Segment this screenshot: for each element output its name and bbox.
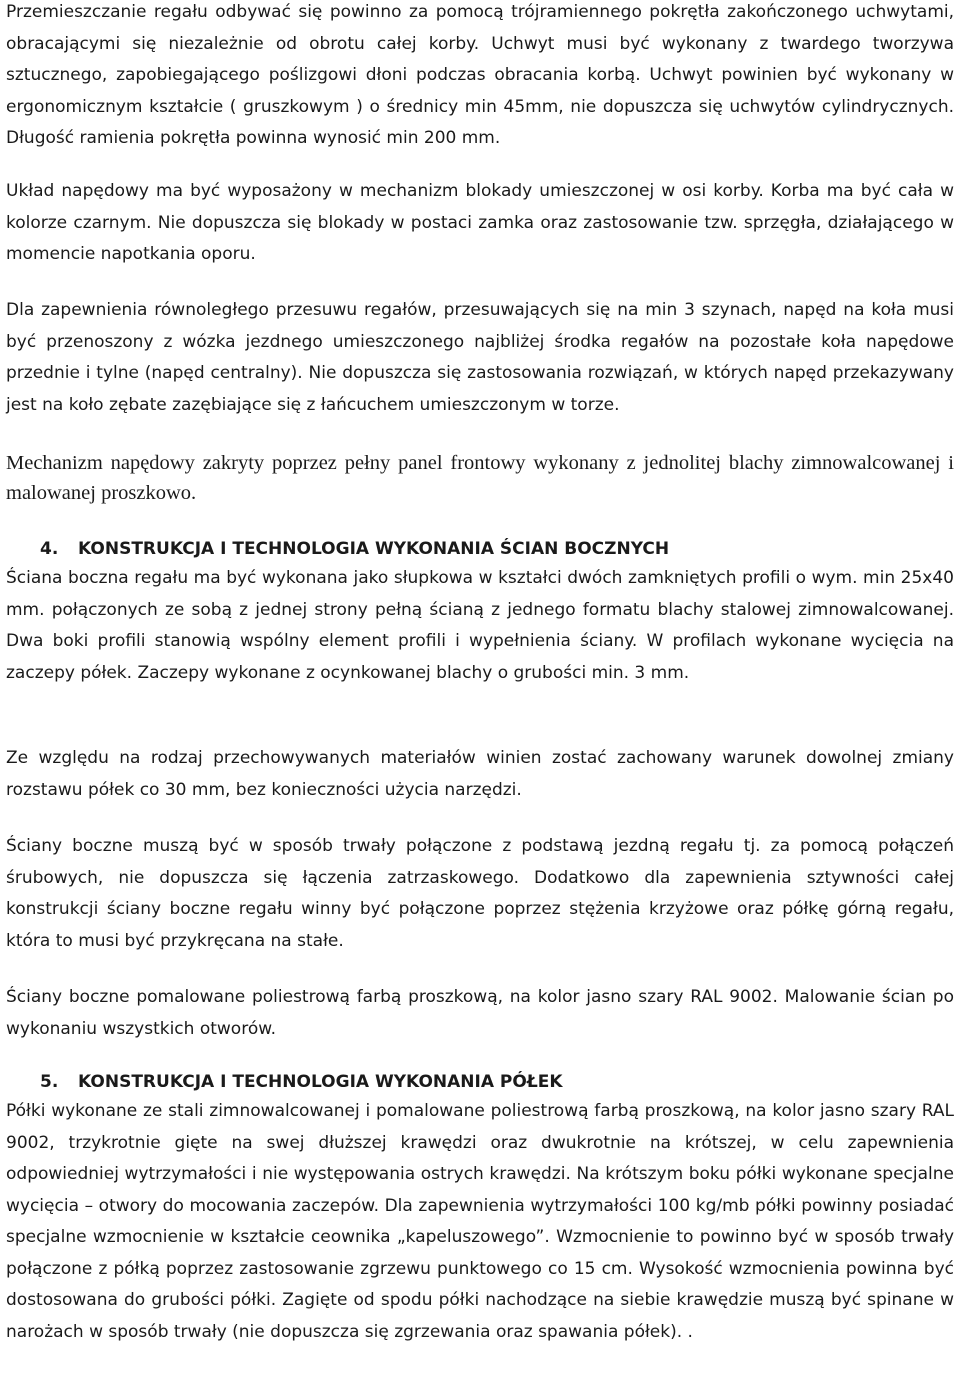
heading-number: 5.	[40, 1072, 59, 1092]
paragraph-shelf-spacing: Ze względu na rodzaj przechowywanych materiałów winien zostać zachowany warunek dowolnej zmiany rozstawu półek co 30 mm, bez konieczności użycia narzędzi.	[6, 748, 954, 800]
paragraph-shelves: Półki wykonane ze stali zimnowalcowanej i pomalowane poliestrową farbą proszkową, na kolor jasno szary RAL 9002, trzykrotnie gięte na swej dłuższej krawędzi oraz dwukrotnie na krótszej, w celu zapewnienia odpowiedniej wytrzymałości i nie występowania ostrych krawędzi. Na krótszym boku półki wykonane specjalne wycięcia – otwory do mocowania zaczepów. Dla zapewnienia wytrzymałości 100 kg/mb półki powinny posiadać specjalne wzmocnienie w kształcie ceownika „kapeluszowego”. Wzmocnienie to powinno być w sposób trwały połączone z półką poprzez zastosowanie zgrzewu punktowego co 15 cm. Wysokość wzmocnienia powinna być dostosowana do grubości półki. Zagięte od spodu półki nachodzące na siebie krawędzie muszą być spinane w narożach w sposób trwały (nie dopuszcza się zgrzewania oraz spawania półek). .	[6, 1101, 954, 1342]
heading-title: KONSTRUKCJA I TECHNOLOGIA WYKONANIA PÓŁEK	[78, 1072, 563, 1092]
heading-number: 4.	[40, 539, 59, 559]
heading-shelves	[6, 1067, 954, 1099]
heading-title: KONSTRUKCJA I TECHNOLOGIA WYKONANIA ŚCIAN BOCZNYCH	[78, 539, 670, 559]
paragraph-side-wall-profile: Ściana boczna regału ma być wykonana jako słupkowa w kształci dwóch zamkniętych profili o wym. min 25x40 mm. połączonych ze sobą z jednej strony pełną ścianą z jednego formatu blachy stalowej zimnowalcowanej. Dwa boki profili stanowią wspólny element profili i wypełnienia ściany. W profilach wykonane wycięcia na zaczepy półek. Zaczepy wykonane z ocynkowanej blachy o grubości min. 3 mm.	[6, 568, 954, 683]
heading-side-walls	[6, 534, 954, 566]
paragraph-central-drive: Dla zapewnienia równoległego przesuwu regałów, przesuwających się na min 3 szynach, napęd na koła musi być przenoszony z wózka jezdnego umieszczonego najbliżej środka regałów na pozostałe koła napędowe przednie i tylne (napęd centralny). Nie dopuszcza się zastosowania rozwiązań, w których napęd przekazywany jest na koło zębate zazębiające się z łańcuchem umieszczonym w torze.	[6, 300, 954, 415]
paragraph-drive-lock: Układ napędowy ma być wyposażony w mechanizm blokady umieszczonej w osi korby. Korba ma być cała w kolorze czarnym. Nie dopuszcza się blokady w postaci zamka oraz zastosowanie tzw. sprzęgła, działającego w momencie napotkania oporu.	[6, 181, 954, 264]
paragraph-wall-painting: Ściany boczne pomalowane poliestrową farbą proszkową, na kolor jasno szary RAL 9002. Malowanie ścian po wykonaniu wszystkich otworów.	[6, 987, 954, 1039]
paragraph-front-panel: Mechanizm napędowy zakryty poprzez pełny panel frontowy wykonany z jednolitej blachy zimnowalcowanej i malowanej proszkowo.	[6, 452, 954, 504]
paragraph-crank: Przemieszczanie regału odbywać się powinno za pomocą trójramiennego pokrętła zakończonego uchwytami, obracającymi się niezależnie od obrotu całej korby. Uchwyt musi być wykonany z twardego tworzywa sztucznego, zapobiegającego poślizgowi dłoni podczas obracania korbą. Uchwyt powinien być wykonany w ergonomicznym kształcie ( gruszkowym ) o średnicy min 45mm, nie dopuszcza się uchwytów cylindrycznych. Długość ramienia pokrętła powinna wynosić min 200 mm.	[6, 2, 954, 148]
paragraph-wall-mounting: Ściany boczne muszą być w sposób trwały połączone z podstawą jezdną regału tj. za pomocą połączeń śrubowych, nie dopuszcza się łączenia zatrzaskowego. Dodatkowo dla zapewnienia sztywności całej konstrukcji ściany boczne regału winny być połączone poprzez stężenia krzyżowe oraz półkę górną regału, która to musi być przykręcana na stałe.	[6, 836, 954, 951]
